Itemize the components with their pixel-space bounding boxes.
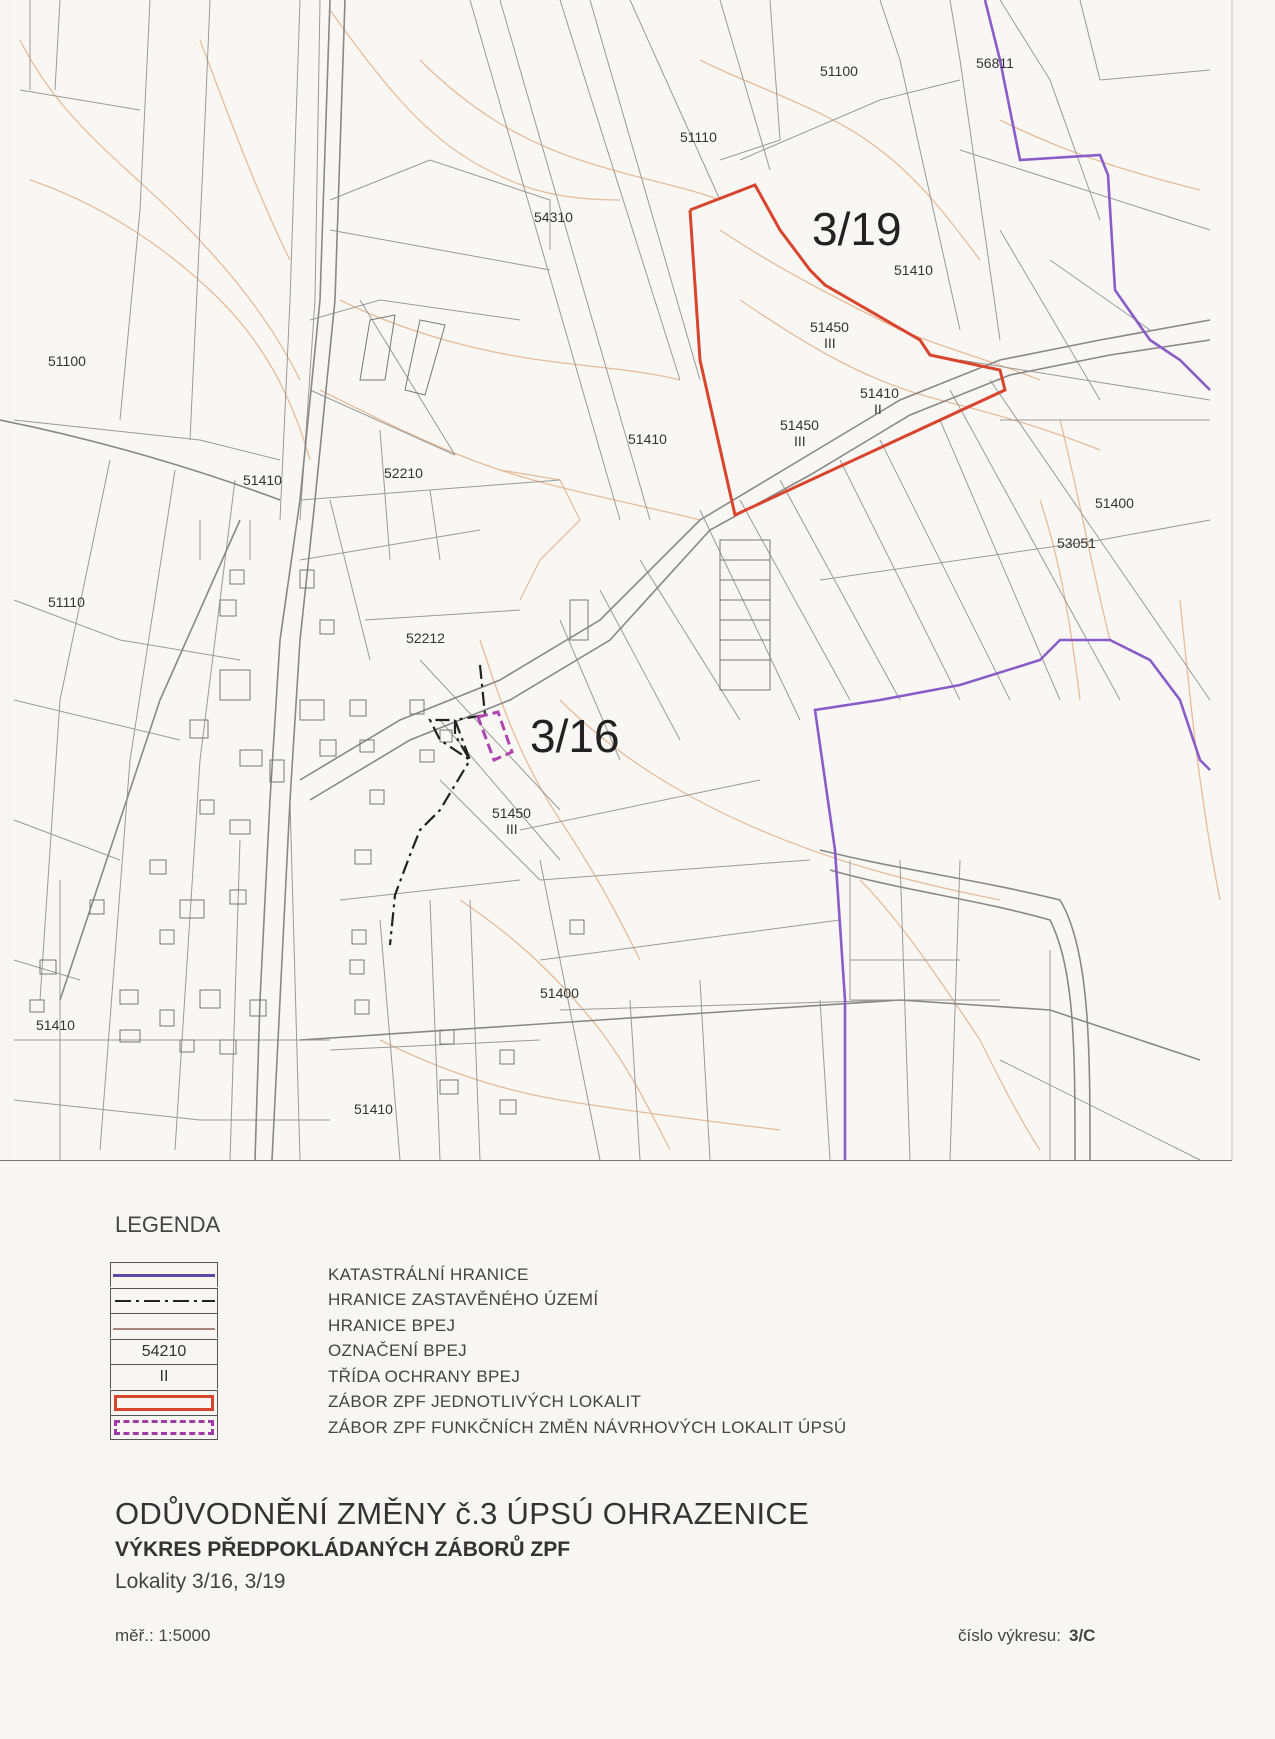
legend-symbol-bpej-class: II: [110, 1364, 218, 1389]
legend-row-zabor: [110, 1390, 846, 1416]
drawing-scale: měř.: 1:5000: [115, 1626, 211, 1645]
parcel-class-label: III: [824, 335, 836, 351]
parcel-class-label: II: [874, 401, 882, 417]
legend-label: KATASTRÁLNÍ HRANICE: [328, 1264, 529, 1284]
parcel-code-label: 51410: [628, 431, 667, 447]
legend-row-bpej: [110, 1313, 846, 1339]
sheet-number-label: číslo výkresu:: [958, 1626, 1061, 1645]
sheet-number: [958, 1626, 1095, 1646]
legend-row-built-up: [110, 1288, 846, 1314]
legend-symbol-bpej: [110, 1313, 218, 1338]
parcel-code-label: 51110: [680, 129, 717, 145]
locality-label-3-16: 3/16: [530, 710, 620, 762]
legend-label: ZÁBOR ZPF JEDNOTLIVÝCH LOKALIT: [328, 1392, 642, 1412]
parcel-code-label: 51410: [354, 1101, 393, 1117]
parcel-code-label: 51450: [780, 417, 819, 433]
legend-symbol-built-up: [110, 1288, 218, 1313]
legend-symbol-cadastral: [110, 1262, 218, 1287]
legend-row-zabor-funkcni: [110, 1415, 846, 1441]
legend-title: LEGENDA: [115, 1212, 221, 1237]
parcel-code-label: 51410: [243, 472, 282, 488]
parcel-code-label: 51450: [492, 805, 531, 821]
parcel-code-label: 51410: [894, 262, 933, 278]
parcel-code-label: 54310: [534, 209, 573, 225]
parcel-class-label: III: [506, 821, 518, 837]
parcel-code-label: 51410: [860, 385, 899, 401]
parcel-code-label: 51450: [810, 319, 849, 335]
drawing-subtitle: VÝKRES PŘEDPOKLÁDANÝCH ZÁBORŮ ZPF: [115, 1538, 571, 1561]
legend-symbol-zabor-funkcni: [110, 1415, 218, 1440]
parcel-class-label: III: [794, 433, 806, 449]
sheet-number-value: 3/C: [1068, 1626, 1096, 1645]
parcel-code-label: 52210: [384, 465, 423, 481]
legend-label: ZÁBOR ZPF FUNKČNÍCH ZMĚN NÁVRHOVÝCH LOKALIT ÚPSÚ: [328, 1417, 847, 1437]
parcel-code-label: 53051: [1057, 535, 1096, 551]
legend-label: HRANICE BPEJ: [328, 1315, 456, 1335]
map-frame-bottom: [0, 1160, 1232, 1161]
drawing-title: ODŮVODNĚNÍ ZMĚNY č.3 ÚPSÚ OHRAZENICE: [115, 1496, 810, 1531]
parcel-code-label: 51400: [540, 985, 579, 1001]
legend-label: HRANICE ZASTAVĚNÉHO ÚZEMÍ: [328, 1290, 599, 1310]
legend-label: OZNAČENÍ BPEJ: [328, 1341, 467, 1361]
legend-symbol-zabor: [110, 1390, 218, 1415]
parcel-code-label: 51100: [820, 63, 858, 79]
legend-row-bpej-code: [110, 1339, 846, 1365]
legend: [110, 1262, 846, 1441]
parcel-code-label: 51410: [36, 1017, 75, 1033]
parcel-code-label: 56811: [976, 55, 1014, 71]
parcel-code-label: 51100: [48, 353, 86, 369]
locality-label-3-19: 3/19: [812, 203, 902, 255]
drawing-localities: Lokality 3/16, 3/19: [115, 1570, 286, 1593]
legend-row-cadastral: [110, 1262, 846, 1288]
legend-label: TŘÍDA OCHRANY BPEJ: [328, 1366, 521, 1386]
parcel-code-label: 52212: [406, 630, 445, 646]
legend-row-bpej-class: [110, 1364, 846, 1390]
parcel-code-label: 51400: [1095, 495, 1134, 511]
legend-symbol-bpej-code: 54210: [110, 1339, 218, 1364]
parcel-code-label: 51110: [48, 594, 85, 610]
